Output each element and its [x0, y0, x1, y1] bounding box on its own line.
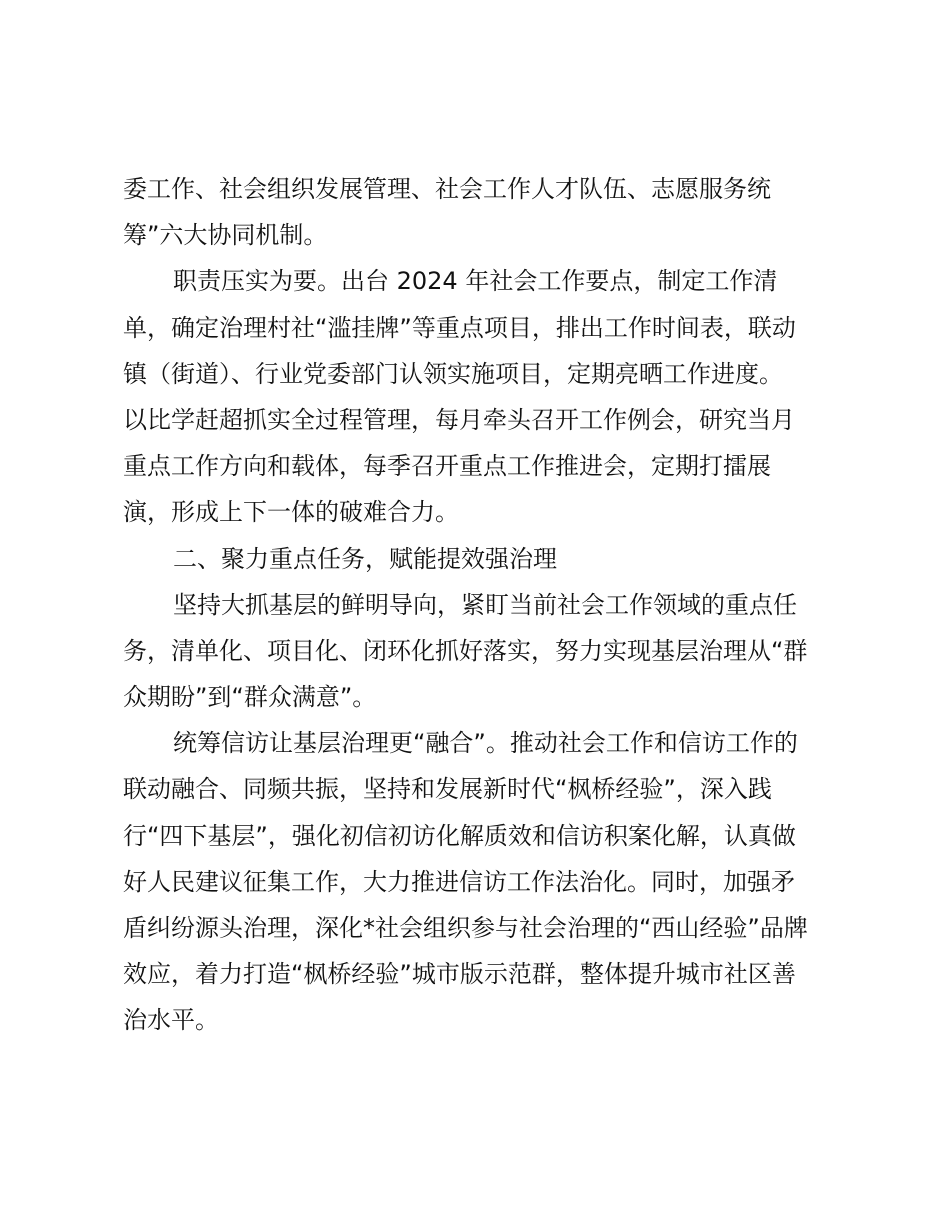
text-line: 坚持大抓基层的鲜明导向，紧盯当前社会工作领域的重点任: [173, 590, 797, 619]
paragraph-responsibility: [123, 258, 835, 535]
text-line: 务，清单化、项目化、闭环化抓好落实，努力实现基层治理从“群: [123, 636, 808, 665]
text-line: 好人民建议征集工作，大力推进信访工作法治化。同时，加强矛: [123, 867, 795, 896]
text-line: 职责压实为要。出台 2024 年社会工作要点，制定工作清: [173, 267, 778, 296]
paragraph-grassroots: [123, 582, 835, 721]
text-line: 重点工作方向和载体，每季召开重点工作推进会，定期打擂展: [123, 452, 771, 481]
heading-text: 二、聚力重点任务，赋能提效强治理: [173, 544, 557, 573]
paragraph-petition: [123, 720, 835, 1043]
text-line: 效应，着力打造“枫桥经验”城市版示范群，整体提升城市社区善: [123, 960, 796, 989]
paragraph-continuation: [123, 166, 835, 258]
text-line: 委工作、社会组织发展管理、社会工作人才队伍、志愿服务统: [123, 175, 771, 203]
section-heading: [123, 536, 835, 582]
text-line: 盾纠纷源头治理，深化*社会组织参与社会治理的“西山经验”品牌: [123, 914, 808, 942]
text-line: 众期盼”到“群众满意”。: [123, 683, 377, 712]
text-line: 联动融合、同频共振，坚持和发展新时代“枫桥经验”，深入践: [123, 775, 772, 804]
text-line: 单，确定治理村社“滥挂牌”等重点项目，排出工作时间表，联动: [123, 313, 796, 342]
text-line: 治水平。: [123, 1006, 219, 1035]
text-line: 筹”六大协同机制。: [123, 221, 328, 250]
text-line: 演，形成上下一体的破难合力。: [123, 498, 459, 527]
text-line: 以比学赶超抓实全过程管理，每月牵头召开工作例会，研究当月: [123, 405, 795, 434]
text-line: 镇（街道）、行业党委部门认领实施项目，定期亮晒工作进度。: [123, 359, 783, 388]
document-body: [123, 166, 835, 1044]
text-line: 行“四下基层”，强化初信初访化解质效和信访积案化解，认真做: [123, 821, 796, 850]
text-line: 统筹信访让基层治理更“融合”。推动社会工作和信访工作的: [173, 729, 798, 758]
